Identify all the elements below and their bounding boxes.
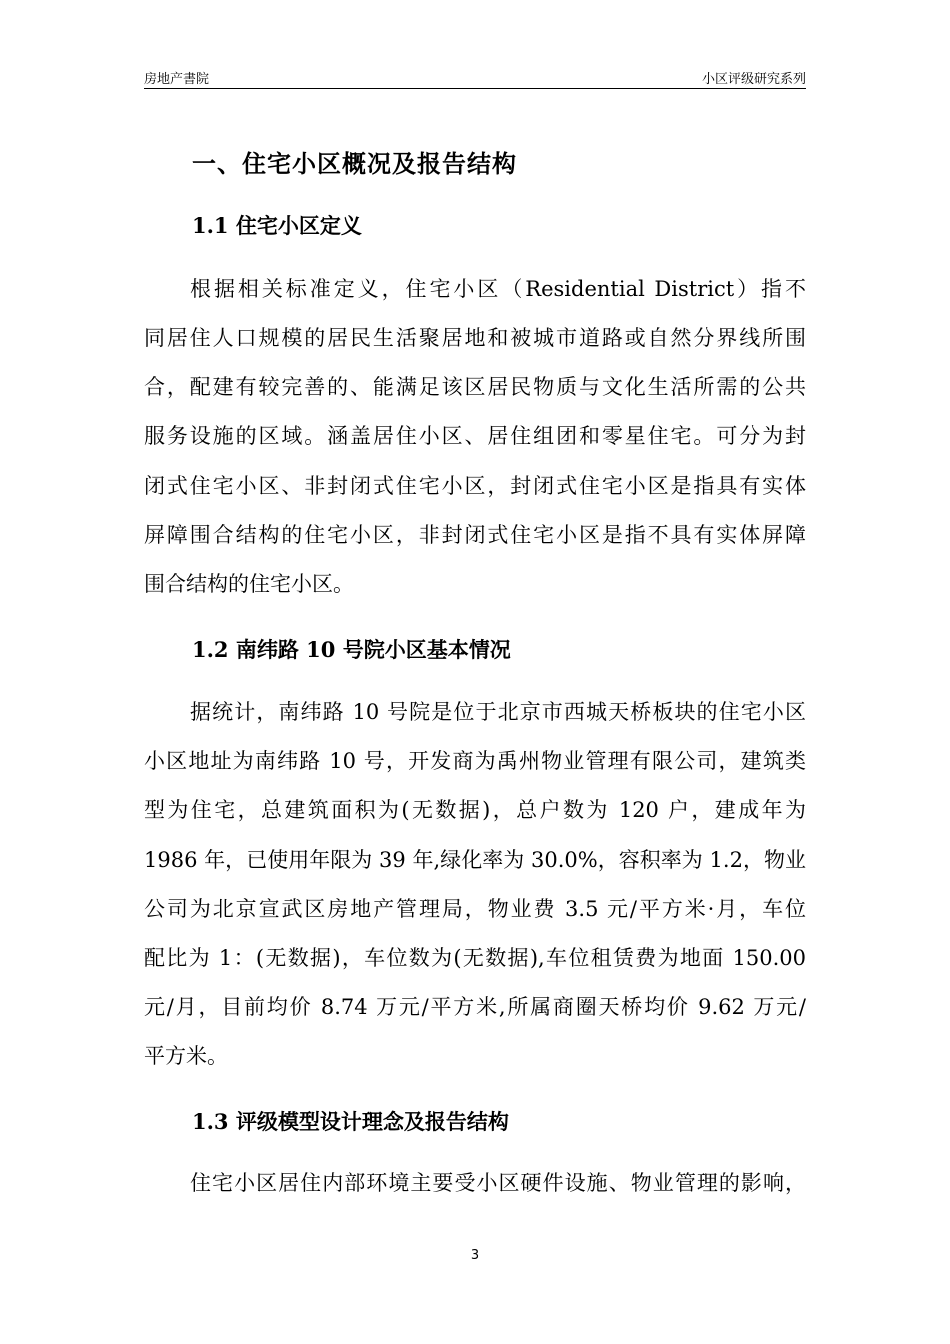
s1-paragraph-line: 根据相关标准定义，住宅小区（Residential District）指不 [190, 277, 806, 301]
s2-paragraph-line: 配比为 1：(无数据)，车位数为(无数据),车位租赁费为地面 150.00 [144, 946, 806, 970]
s3-paragraph-line: 住宅小区居住内部环境主要受小区硬件设施、物业管理的影响， [190, 1171, 806, 1195]
s1-paragraph-line: 服务设施的区域。涵盖居住小区、居住组团和零星住宅。可分为封 [144, 424, 806, 448]
s2-paragraph-line: 1986 年，已使用年限为 39 年,绿化率为 30.0%，容积率为 1.2，物业 [144, 848, 806, 872]
s1-paragraph-line: 同居住人口规模的居民生活聚居地和被城市道路或自然分界线所围 [144, 326, 806, 350]
chapter-title: 一、住宅小区概况及报告结构 [192, 149, 517, 178]
s2-paragraph-line: 型为住宅，总建筑面积为(无数据)，总户数为 120 户，建成年为 [144, 798, 806, 822]
s2-paragraph-line: 元/月，目前均价 8.74 万元/平方米,所属商圈天桥均价 9.62 万元/ [144, 995, 806, 1019]
section-1-2-title: 1.2 南纬路 10 号院小区基本情况 [192, 637, 511, 662]
s2-paragraph-line: 据统计，南纬路 10 号院是位于北京市西城天桥板块的住宅小区 [190, 700, 806, 724]
page-number: 3 [470, 1248, 480, 1263]
section-1-1-title: 1.1 住宅小区定义 [192, 213, 362, 238]
s2-paragraph-line: 小区地址为南纬路 10 号，开发商为禹州物业管理有限公司，建筑类 [144, 749, 806, 773]
header-right-title: 小区评级研究系列 [701, 72, 806, 87]
s2-paragraph-line: 平方米。 [144, 1044, 228, 1068]
s1-paragraph-line: 围合结构的住宅小区。 [144, 572, 354, 596]
s1-paragraph-line: 合，配建有较完善的、能满足该区居民物质与文化生活所需的公共 [144, 375, 806, 399]
section-1-3-title: 1.3 评级模型设计理念及报告结构 [192, 1109, 509, 1134]
header-left-title: 房地产書院 [144, 72, 210, 87]
s1-paragraph-line: 屏障围合结构的住宅小区，非封闭式住宅小区是指不具有实体屏障 [144, 523, 806, 547]
s2-paragraph-line: 公司为北京宣武区房地产管理局，物业费 3.5 元/平方米·月，车位 [144, 897, 806, 921]
page-header [144, 66, 806, 89]
s1-paragraph-line: 闭式住宅小区、非封闭式住宅小区，封闭式住宅小区是指具有实体 [144, 474, 806, 498]
